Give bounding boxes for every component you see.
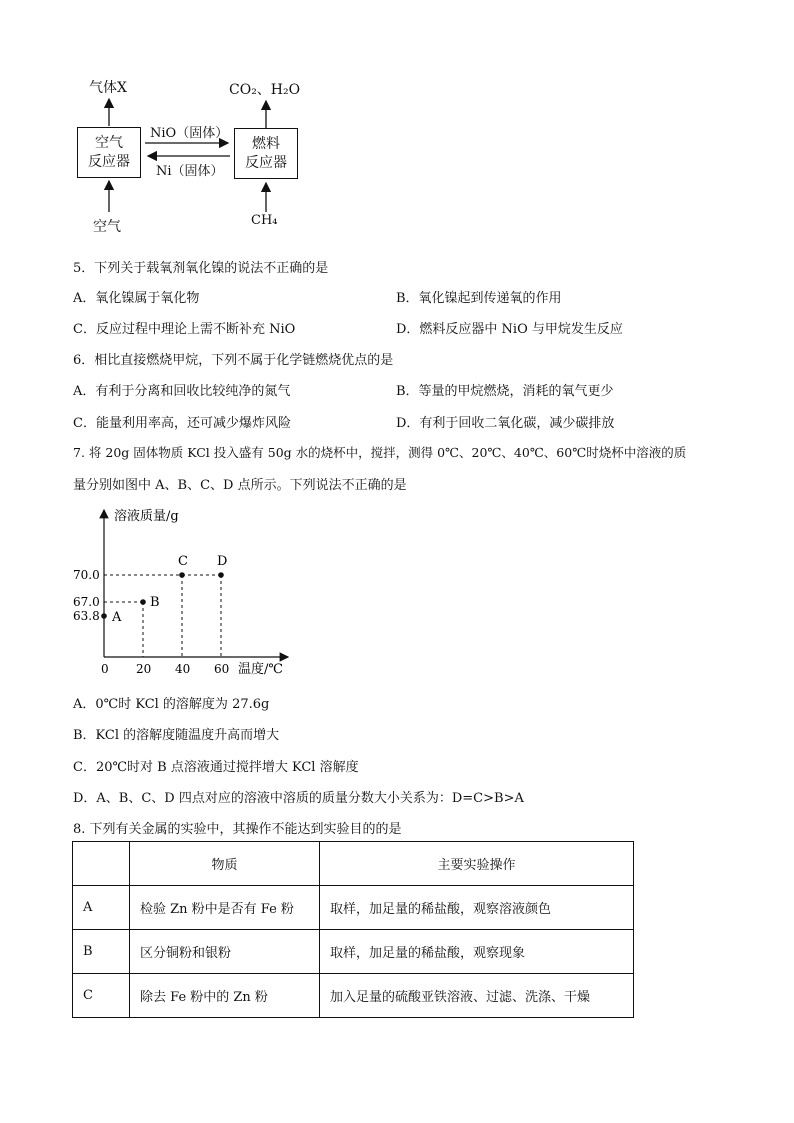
question-7-stem-line1: 7. 将 20g 固体物质 KCl 投入盛有 50g 水的烧杯中，搅拌，测得 0℃、20℃、40℃、60℃时烧杯中溶液的质 — [73, 445, 687, 460]
solubility-chart — [60, 500, 300, 682]
y-tick-label: 67.0 — [73, 595, 100, 609]
q5-option-c: C．反应过程中理论上需不断补充 NiO — [73, 322, 296, 337]
q8-row-b-substance: 区分铜粉和银粉 — [130, 930, 320, 974]
fuel-reactor-box — [234, 128, 298, 179]
q8-row-b-operation: 取样，加足量的稀盐酸，观察现象 — [320, 930, 634, 974]
q8-header-blank — [73, 842, 130, 886]
fuel-reactor-line1: 燃料 — [252, 135, 280, 152]
y-tick-label: 70.0 — [73, 568, 100, 582]
question-5-stem: 5．下列关于载氧剂氧化镍的说法不正确的是 — [73, 261, 329, 276]
table-row — [73, 886, 634, 930]
question-6-stem: 6．相比直接燃烧甲烷，下列不属于化学链燃烧优点的是 — [73, 353, 394, 368]
gas-x-label: 气体X — [89, 80, 127, 96]
air-reactor-box — [77, 127, 141, 178]
q6-option-b: B．等量的甲烷燃烧，消耗的氧气更少 — [396, 384, 614, 399]
q8-row-a-operation: 取样，加足量的稀盐酸，观察溶液颜色 — [320, 886, 634, 930]
q8-row-b-option: B — [73, 930, 130, 974]
q8-row-c-option: C — [73, 974, 130, 1018]
fuel-reactor-line2: 反应器 — [245, 154, 287, 171]
point-label-b: B — [150, 595, 160, 610]
x-tick-label: 40 — [175, 662, 191, 676]
data-point-b — [140, 599, 146, 605]
air-reactor-line1: 空气 — [95, 134, 123, 151]
air-reactor-line2: 反应器 — [88, 153, 130, 170]
x-tick-label: 20 — [136, 662, 152, 676]
point-label-a: A — [112, 610, 122, 625]
q5-option-a: A．氧化镍属于氧化物 — [73, 291, 200, 306]
question-8-stem: 8. 下列有关金属的实验中，其操作不能达到实验目的的是 — [73, 822, 402, 837]
diagram-arrows — [0, 0, 794, 240]
point-label-c: C — [178, 554, 188, 569]
air-input-label: 空气 — [93, 219, 121, 235]
table-row — [73, 930, 634, 974]
q8-header-substance: 物质 — [130, 842, 320, 886]
x-tick-label: 60 — [214, 662, 230, 676]
q5-option-d: D．燃料反应器中 NiO 与甲烷发生反应 — [396, 322, 623, 337]
q8-row-c-operation: 加入足量的硫酸亚铁溶液、过滤、洗涤、干燥 — [320, 974, 634, 1018]
q5-option-b: B．氧化镍起到传递氧的作用 — [396, 291, 562, 306]
q8-row-a-option: A — [73, 886, 130, 930]
q7-option-b: B．KCl 的溶解度随温度升高而增大 — [73, 728, 280, 743]
x-axis-label: 温度/℃ — [238, 662, 283, 677]
q7-option-d: D．A、B、C、D 四点对应的溶液中溶质的质量分数大小关系为：D=C>B>A — [73, 791, 524, 806]
point-label-d: D — [217, 554, 228, 569]
y-axis-label: 溶液质量/g — [114, 509, 179, 524]
q8-table — [72, 841, 634, 1018]
ch4-input-label: CH₄ — [251, 213, 278, 228]
q7-option-a: A．0℃时 KCl 的溶解度为 27.6g — [73, 697, 270, 712]
q6-option-d: D．有利于回收二氧化碳，减少碳排放 — [396, 416, 615, 431]
q8-table-header-row — [73, 842, 634, 886]
q8-header-operation: 主要实验操作 — [320, 842, 634, 886]
table-row — [73, 974, 634, 1018]
q6-option-c: C．能量利用率高，还可减少爆炸风险 — [73, 416, 291, 431]
question-7-stem-line2: 量分别如图中 A、B、C、D 点所示。下列说法不正确的是 — [73, 478, 407, 493]
q8-row-c-substance: 除去 Fe 粉中的 Zn 粉 — [130, 974, 320, 1018]
q8-row-a-substance: 检验 Zn 粉中是否有 Fe 粉 — [130, 886, 320, 930]
ni-label: Ni（固体） — [156, 164, 224, 179]
q6-option-a: A．有利于分离和回收比较纯净的氮气 — [73, 384, 291, 399]
data-point-a — [101, 613, 107, 619]
nio-label: NiO（固体） — [150, 126, 229, 141]
y-tick-label: 63.8 — [73, 609, 100, 623]
data-point-d — [218, 572, 224, 578]
products-label: CO₂、H₂O — [229, 82, 301, 98]
q7-option-c: C．20℃时对 B 点溶液通过搅拌增大 KCl 溶解度 — [73, 760, 359, 775]
x-tick-label: 0 — [101, 662, 109, 676]
